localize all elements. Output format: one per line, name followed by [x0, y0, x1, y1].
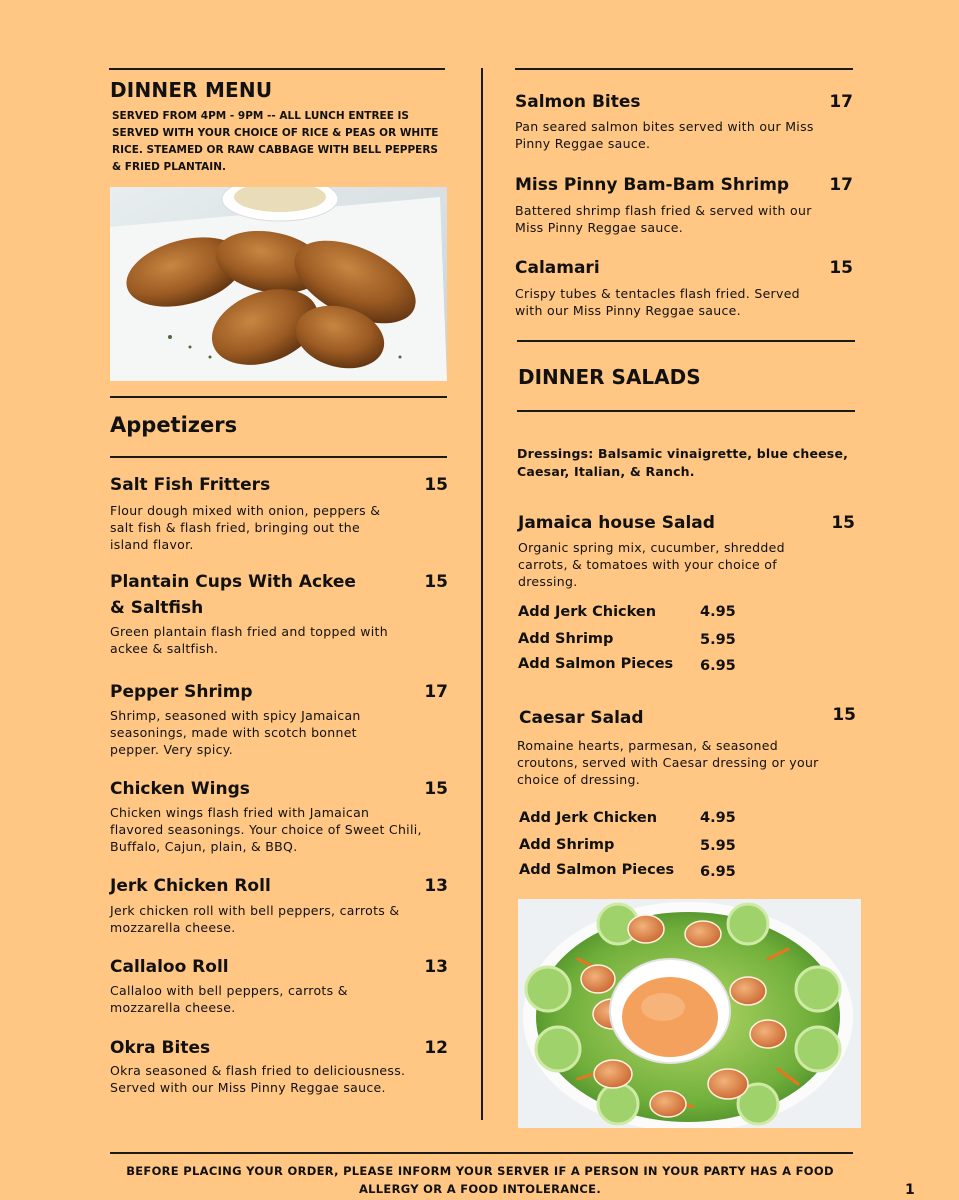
item-price: 15 [424, 779, 448, 799]
header-top-rule [109, 68, 445, 70]
item-name: Jerk Chicken Roll [110, 876, 271, 896]
footer-rule [110, 1152, 853, 1154]
item-description: Green plantain flash fried and topped with ackee & saltfish. [110, 624, 388, 656]
addon-price: 5.95 [700, 838, 736, 854]
salads-title: DINNER SALADS [518, 365, 701, 389]
item-price: 13 [424, 957, 448, 977]
addon-price: 6.95 [700, 658, 736, 674]
item-name: Salt Fish Fritters [110, 475, 271, 495]
item-price: 17 [424, 682, 448, 702]
item-description: Crispy tubes & tentacles flash fried. Served with our Miss Pinny Reggae sauce. [515, 286, 800, 318]
item-name: Callaloo Roll [110, 957, 229, 977]
addon-price: 6.95 [700, 864, 736, 880]
right-top-rule [515, 68, 853, 70]
dressings-note: Dressings: Balsamic vinaigrette, blue cheese, Caesar, Italian, & Ranch. [517, 446, 849, 479]
item-name: Plantain Cups With Ackee & Saltfish [110, 572, 356, 618]
item-description: Romaine hearts, parmesan, & seasoned croutons, served with Caesar dressing or your choice of dressing. [517, 738, 819, 787]
addon-name: Add Shrimp [519, 837, 615, 853]
item-description: Jerk chicken roll with bell peppers, carrots & mozzarella cheese. [110, 903, 400, 935]
item-price: 12 [424, 1038, 448, 1058]
addon-name: Add Jerk Chicken [518, 604, 657, 620]
item-name: Jamaica house Salad [518, 513, 715, 533]
item-price: 17 [829, 175, 853, 195]
addon-price: 4.95 [700, 810, 736, 826]
addon-name: Add Salmon Pieces [518, 656, 674, 672]
item-price: 13 [424, 876, 448, 896]
item-name: Pepper Shrimp [110, 682, 253, 702]
appetizers-bottom-rule [110, 456, 447, 458]
item-description: Pan seared salmon bites served with our Miss Pinny Reggae sauce. [515, 119, 814, 151]
item-name: Miss Pinny Bam-Bam Shrimp [515, 175, 790, 195]
item-description: Callaloo with bell peppers, carrots & mozzarella cheese. [110, 983, 348, 1015]
item-description: Shrimp, seasoned with spicy Jamaican seasonings, made with scotch bonnet pepper. Very spicy. [110, 708, 361, 757]
item-name: Chicken Wings [110, 779, 250, 799]
addon-name: Add Jerk Chicken [519, 810, 658, 826]
chicken-wings-photo [110, 187, 447, 381]
salads-bottom-rule [517, 410, 855, 412]
appetizers-top-rule [110, 396, 447, 398]
item-name: Calamari [515, 258, 600, 278]
item-price: 15 [829, 258, 853, 278]
appetizers-title: Appetizers [110, 413, 238, 437]
column-divider [481, 68, 483, 1120]
addon-price: 5.95 [700, 632, 736, 648]
item-description: Chicken wings flash fried with Jamaican flavored seasonings. Your choice of Sweet Chili, Buffalo, Cajun, plain, & BBQ. [110, 805, 422, 854]
menu-intro: SERVED FROM 4PM - 9PM -- ALL LUNCH ENTREE IS SERVED WITH YOUR CHOICE OF RICE & PEAS OR WHITE RICE. STEAMED OR RAW CABBAGE WITH BELL PEPPERS & FRIED PLANTAIN. [112, 110, 439, 173]
item-price: 17 [829, 92, 853, 112]
page-number: 1 [905, 1182, 915, 1198]
salads-top-rule [517, 340, 855, 342]
item-price: 15 [832, 705, 856, 725]
shrimp-salad-photo [518, 899, 861, 1128]
addon-name: Add Salmon Pieces [519, 862, 675, 878]
addon-name: Add Shrimp [518, 631, 614, 647]
allergy-notice: BEFORE PLACING YOUR ORDER, PLEASE INFORM YOUR SERVER IF A PERSON IN YOUR PARTY HAS A FOOD ALLERGY OR A FOOD INTOLERANCE. [126, 1164, 834, 1196]
item-name: Salmon Bites [515, 92, 641, 112]
page-title: DINNER MENU [110, 78, 273, 102]
addon-price: 4.95 [700, 604, 736, 620]
item-description: Organic spring mix, cucumber, shredded carrots, & tomatoes with your choice of dressing. [518, 540, 785, 589]
item-price: 15 [424, 572, 448, 592]
item-description: Flour dough mixed with onion, peppers & salt fish & flash fried, bringing out the island flavor. [110, 503, 381, 552]
item-price: 15 [831, 513, 855, 533]
item-price: 15 [424, 475, 448, 495]
item-name: Caesar Salad [519, 708, 644, 728]
item-description: Okra seasoned & flash fried to deliciousness. Served with our Miss Pinny Reggae sauce. [110, 1063, 406, 1095]
item-name: Okra Bites [110, 1038, 211, 1058]
item-description: Battered shrimp flash fried & served with our Miss Pinny Reggae sauce. [515, 203, 812, 235]
